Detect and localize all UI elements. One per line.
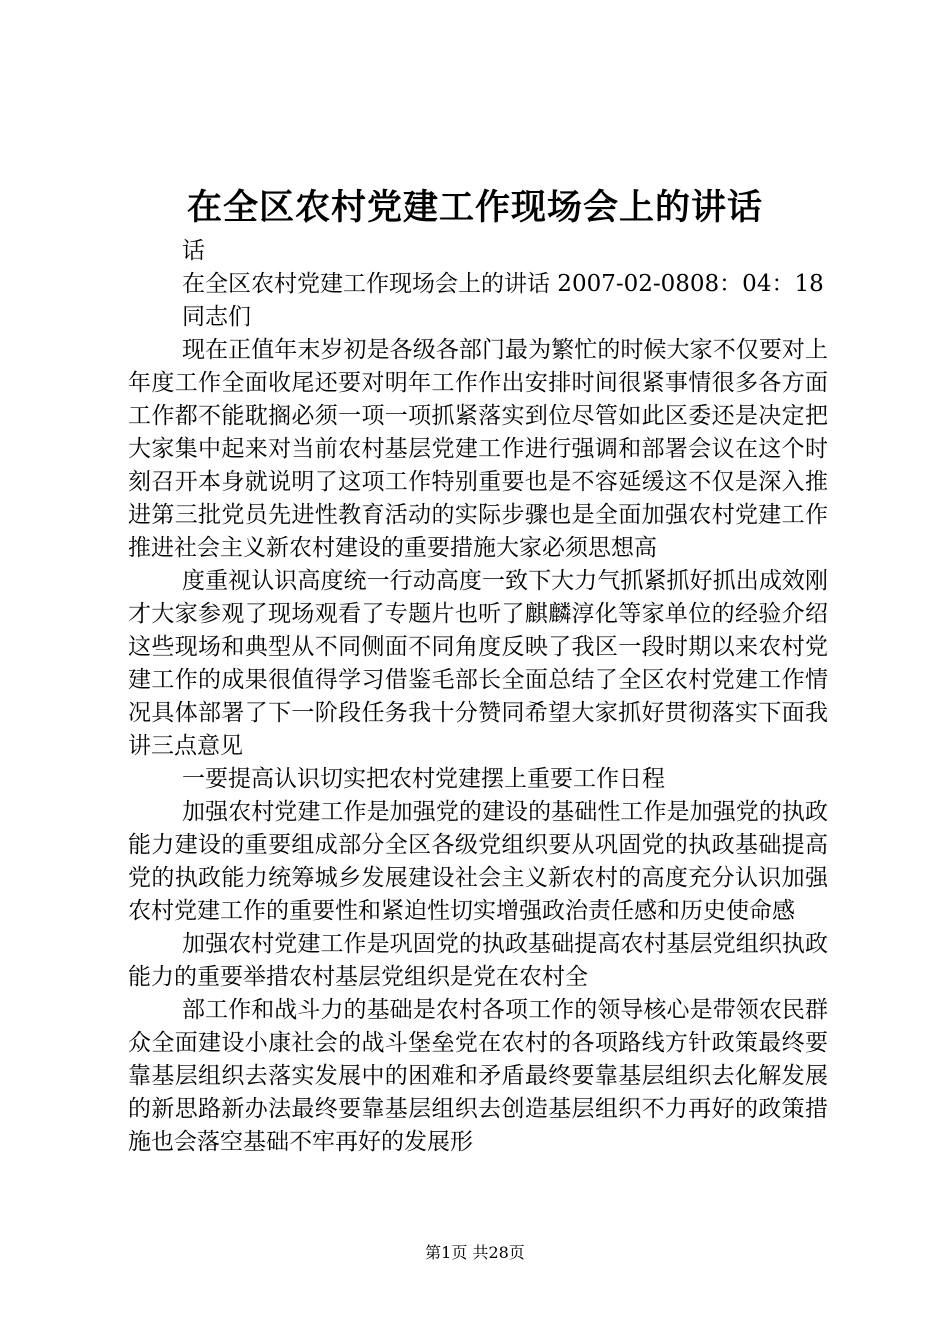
document-body xyxy=(128,235,828,1159)
paragraph: 加强农村党建工作是加强党的建设的基础性工作是加强党的执政能力建设的重要组成部分全区各级党组织要从巩固党的执政基础提高党的执政能力统筹城乡发展建设社会主义新农村的高度充分认识加强农村党建工作的重要性和紧迫性切实增强政治责任感和历史使命感 xyxy=(128,799,828,924)
page-number-footer: 第1页 共28页 xyxy=(425,1243,525,1262)
paragraph: 话 xyxy=(182,238,205,264)
paragraph: 加强农村党建工作是巩固党的执政基础提高农村基层党组织执政能力的重要举措农村基层党组织是党在农村全 xyxy=(128,931,828,990)
section-heading: 一要提高认识切实把农村党建摆上重要工作日程 xyxy=(182,766,665,792)
paragraph: 同志们 xyxy=(182,304,251,330)
document-title: 在全区农村党建工作现场会上的讲话 xyxy=(186,187,763,228)
paragraph: 度重视认识高度统一行动高度一致下大力气抓紧抓好抓出成效刚才大家参观了现场观看了专题片也听了麒麟淳化等家单位的经验介绍这些现场和典型从不同侧面不同角度反映了我区一段时期以来农村党建工作的成果很值得学习借鉴毛部长全面总结了全区农村党建工作情况具体部署了下一阶段任务我十分赞同希望大家抓好贯彻落实下面我讲三点意见 xyxy=(128,568,828,759)
paragraph: 部工作和战斗力的基础是农村各项工作的领导核心是带领农民群众全面建设小康社会的战斗堡垒党在农村的各项路线方针政策最终要靠基层组织去落实发展中的困难和矛盾最终要靠基层组织去化解发展的新思路新办法最终要靠基层组织去创造基层组织不力再好的政策措施也会落空基础不牢再好的发展形 xyxy=(128,997,828,1155)
paragraph: 现在正值年末岁初是各级各部门最为繁忙的时候大家不仅要对上年度工作全面收尾还要对明年工作作出安排时间很紧事情很多各方面工作都不能耽搁必须一项一项抓紧落实到位尽管如此区委还是决定把大家集中起来对当前农村基层党建工作进行强调和部署会议在这个时刻召开本身就说明了这项工作特别重要也是不容延缓这不仅是深入推进第三批党员先进性教育活动的实际步骤也是全面加强农村党建工作推进社会主义新农村建设的重要措施大家必须思想高 xyxy=(128,337,828,561)
paragraph: 在全区农村党建工作现场会上的讲话 2007-02-0808：04：18 xyxy=(182,271,824,297)
